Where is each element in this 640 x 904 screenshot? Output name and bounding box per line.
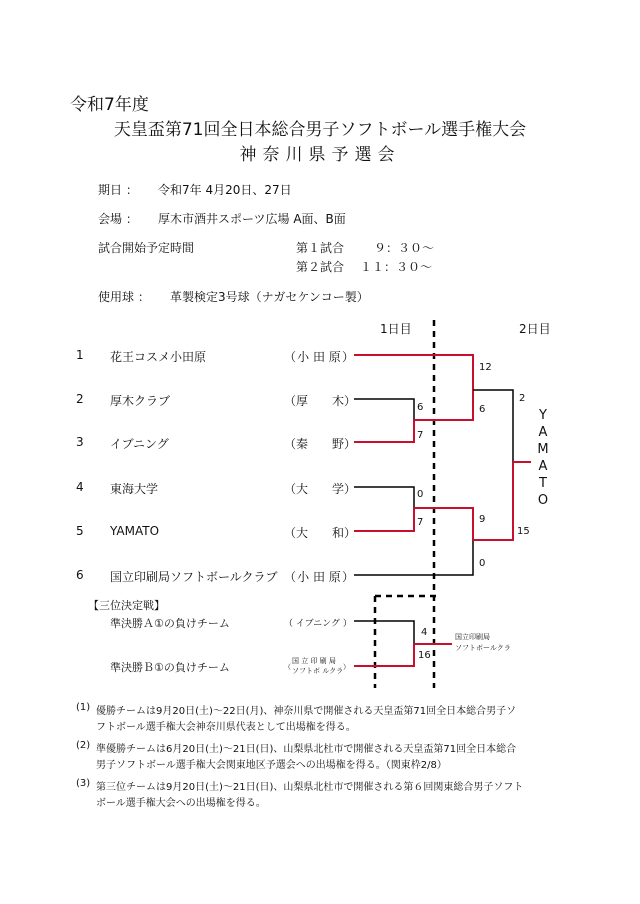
day2-header: 2日目: [519, 322, 551, 336]
team-number: 4: [76, 480, 84, 494]
line-third-b: [354, 644, 414, 666]
score-final-top: 2: [519, 393, 526, 404]
note-text: 準優勝チームは6月20日(土)～21日(日)、山梨県北杜市で開催される天皇盃第71回全日本総合: [96, 744, 517, 755]
note-number: (3): [76, 778, 91, 789]
score-r1a-top: 6: [417, 402, 424, 413]
date-label: 期日 ：: [98, 183, 138, 197]
third-place-title: 【三位決定戦】: [88, 599, 165, 612]
line-sf2-winner: [473, 462, 513, 540]
day1-header: 1日目: [380, 322, 412, 336]
ball-value: 革製検定3号球（ナガセケンコー製）: [170, 290, 369, 304]
third-place-winner: 国立印刷局 ソフトボールクラ: [455, 633, 511, 652]
note-text: 優勝チームは9月20日(土)～22日(月)、神奈川県で開催される天皇盃第71回全日本総合男子ソ: [96, 706, 517, 717]
team-location: （ 大 学 ）: [284, 482, 357, 496]
team-name: 厚木クラブ: [110, 394, 171, 408]
third-place-team-b: 準決勝Ｂ①の負けチーム: [110, 661, 230, 674]
line-team4: [354, 487, 414, 508]
team-location: （ 小 田 原 ）: [284, 350, 354, 364]
team-number: 3: [76, 435, 84, 449]
title-qualifier: 神奈川県予選会: [239, 145, 401, 165]
score-r1b-bottom: 7: [417, 517, 424, 528]
game2-time: １１：３０～: [360, 260, 433, 274]
team-name: YAMATO: [110, 524, 160, 538]
line-team3: [354, 420, 414, 442]
ball-label: 使用球 ：: [98, 290, 150, 304]
date-value: 令和7年 4月20日、27日: [158, 183, 292, 197]
note-text: 第三位チームは9月20日(土)～21日(日)、山梨県北杜市で開催される第６回関東総合男子ソフト: [96, 782, 524, 793]
team-name: 国立印刷局ソフトボールクラブ: [110, 570, 278, 584]
team-number: 1: [76, 348, 84, 362]
venue-label: 会場 ：: [98, 212, 138, 226]
score-sf1-top: 12: [479, 362, 492, 373]
score-final-bottom: 15: [517, 526, 530, 537]
note-number: (1): [76, 702, 91, 713]
game2-label: 第２試合: [296, 260, 345, 274]
third-place-team-b-paren-close: ）: [343, 663, 350, 671]
team-location: （ 小 田 原 ）: [284, 570, 354, 584]
score-sf2-top: 9: [479, 514, 486, 525]
team-name: 東海大学: [110, 482, 159, 496]
start-time-label: 試合開始予定時間: [98, 241, 195, 255]
note-text: 男子ソフトボール選手権大会関東地区予選会への出場権を得る。（関東枠2/8）: [96, 760, 447, 771]
line-team2: [354, 399, 414, 420]
team-name: イブニング: [110, 437, 169, 451]
game1-time: ９：３０～: [374, 241, 435, 255]
title-tournament: 天皇盃第71回全日本総合男子ソフトボール選手権大会: [113, 120, 527, 140]
team-location: （ 秦 野 ）: [284, 437, 357, 451]
third-place-team-b-location: 国 立 印 刷 局 ソフトボ ルクラ: [292, 657, 344, 675]
score-r1a-bottom: 7: [417, 430, 424, 441]
third-place-team-a: 準決勝Ａ①の負けチーム: [110, 617, 230, 630]
line-sf1-out: [473, 390, 513, 462]
note-number: (2): [76, 740, 91, 751]
score-third-top: 4: [421, 627, 428, 638]
team-name: 花王コスメ小田原: [110, 350, 207, 364]
team-number: 5: [76, 524, 84, 538]
line-third-a: [354, 621, 414, 644]
team-location: （ 厚 木 ）: [284, 394, 357, 408]
score-third-bottom: 16: [418, 650, 431, 661]
line-team6: [354, 540, 473, 575]
score-sf2-bottom: 0: [479, 558, 486, 569]
score-sf1-bottom: 6: [479, 404, 486, 415]
line-team1: [354, 355, 473, 390]
note-text: ボール選手権大会への出場権を得る。: [96, 798, 266, 809]
team-number: 2: [76, 392, 84, 406]
third-place-team-b-paren-open: （: [284, 663, 291, 671]
title-year: 令和7年度: [70, 95, 149, 115]
champion-name: Y A M A T O: [537, 408, 549, 508]
team-number: 6: [76, 568, 84, 582]
third-place-team-a-location: （ イブニング ）: [284, 619, 352, 629]
score-r1b-top: 0: [417, 489, 424, 500]
line-team5: [354, 508, 414, 531]
game1-label: 第１試合: [296, 241, 345, 255]
venue-value: 厚木市酒井スポーツ広場 A面、B面: [158, 212, 346, 226]
team-location: （ 大 和 ）: [284, 526, 357, 540]
note-text: フトボール選手権大会神奈川県代表として出場権を得る。: [96, 722, 356, 733]
